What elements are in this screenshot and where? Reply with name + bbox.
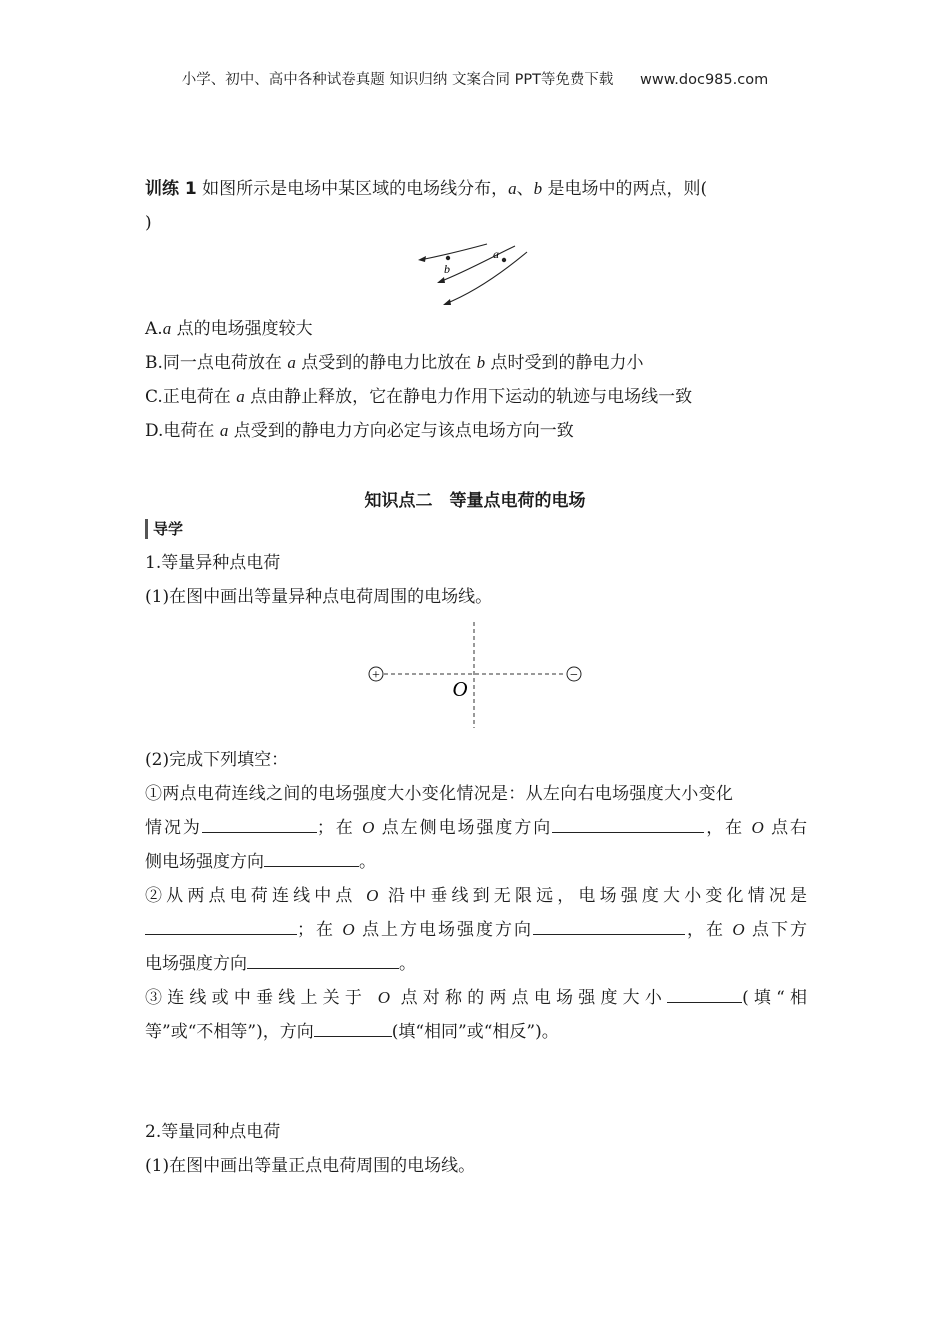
blank-1[interactable] [202,814,317,833]
arrow-middle [437,277,445,283]
statement2-line3: 电场强度方向 。 [145,947,807,981]
part1-heading-block [145,546,807,614]
label-b: b [444,262,450,276]
blank-4[interactable] [145,916,297,935]
statement2-line1: ②从两点电荷连线中点 O 沿中垂线到无限远，电场强度大小变化情况是 [145,886,808,906]
blank-2[interactable] [552,814,704,833]
arrow-bottom [443,299,451,305]
plus-sign: + [372,668,380,683]
blank-8[interactable] [314,1018,392,1037]
part2-block [145,1115,807,1183]
statement2-line2: ；在 O 点上方电场强度方向 ，在 O 点下方 [145,913,807,947]
statement1-line2: 情况为 ；在 O 点左侧电场强度方向 ，在 O 点右 [145,811,807,845]
guide-tag: 导学 [145,519,183,539]
field-line-middle [439,246,515,282]
part2-heading: 2.等量同种点电荷 [145,1122,281,1142]
option-c[interactable]: C.正电荷在 a 点由静止释放，它在静电力作用下运动的轨迹与电场线一致 [145,387,693,407]
minus-sign: − [570,668,578,683]
header-site[interactable]: www.doc985.com [640,72,769,88]
blank-7[interactable] [667,984,742,1003]
blank-6[interactable] [247,950,399,969]
part1-fill-block [145,743,807,1049]
point-a [502,258,506,262]
part1-heading: 1.等量异种点电荷 [145,553,281,573]
option-b[interactable]: B.同一点电荷放在 a 点受到的静电力比放在 b 点时受到的静电力小 [145,353,644,373]
exercise-block [145,172,807,240]
point-b [446,256,450,260]
section-title: 知识点二 等量点电荷的电场 [364,491,586,511]
page-header [0,68,950,89]
center-label: O [452,677,468,701]
blank-3[interactable] [264,848,359,867]
statement1-line1: ①两点电荷连线之间的电场强度大小变化情况是：从左向右电场强度大小变化 [145,784,734,804]
exercise-question-line1: 训练 1 如图所示是电场中某区域的电场线分布，a、b 是电场中的两点，则( [145,179,708,199]
statement3-line1: ③连线或中垂线上关于 O 点对称的两点电场强度大小 (填“相 [145,981,807,1015]
label-a: a [493,247,499,261]
option-d[interactable]: D.电荷在 a 点受到的静电力方向必定与该点电场方向一致 [145,421,574,441]
option-a[interactable]: A.a 点的电场强度较大 [145,319,313,339]
field-lines-figure [415,236,535,312]
dipole-figure [360,620,590,730]
part2-q1: (1)在图中画出等量正点电荷周围的电场线。 [145,1156,476,1176]
header-text: 小学、初中、高中各种试卷真题 知识归纳 文案合同 PPT等免费下载 [181,72,614,88]
exercise-question-line2: ) [145,213,152,233]
statement1-line3: 侧电场强度方向 。 [145,845,807,879]
options-list [145,312,807,448]
field-line-top [420,244,487,260]
blank-5[interactable] [533,916,685,935]
arrow-top [418,256,426,262]
field-line-bottom [445,252,527,304]
exercise-label: 训练 1 [145,179,197,199]
part1-q2: (2)完成下列填空： [145,750,289,770]
statement3-line2: 等”或“不相等”)，方向 (填“相同”或“相反”)。 [145,1015,807,1049]
part1-q1: (1)在图中画出等量异种点电荷周围的电场线。 [145,587,493,607]
